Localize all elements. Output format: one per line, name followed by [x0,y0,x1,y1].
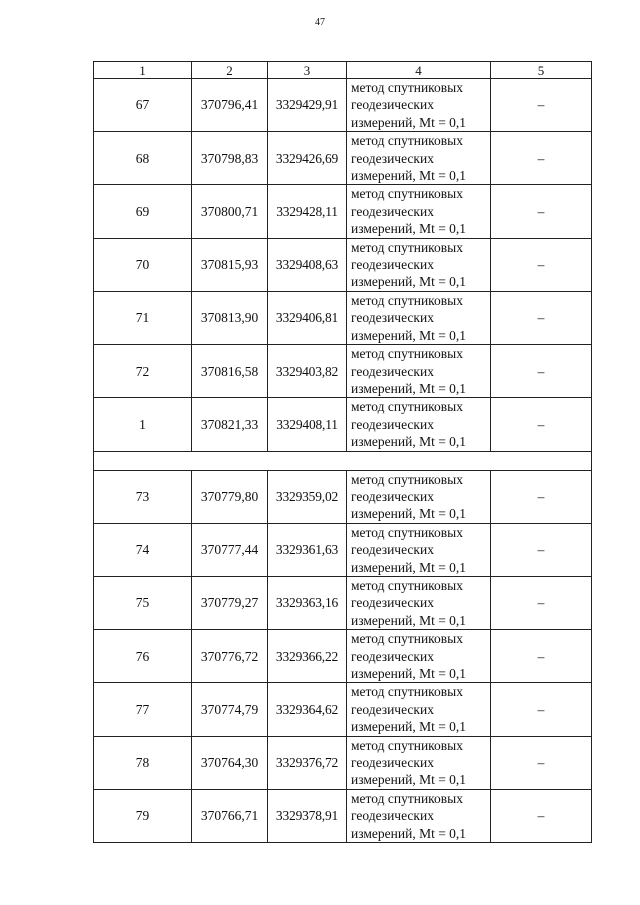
method-line-3: измерений, Mt = 0,1 [351,327,467,343]
note-cell: – [491,132,592,185]
table-row [94,630,592,683]
note-cell: – [491,238,592,291]
table-row [94,185,592,238]
method-line-2: геодезических [351,257,434,273]
method-line-3: измерений, Mt = 0,1 [351,506,467,522]
x-coordinate-cell: 370816,58 [192,345,268,398]
header-cell-5: 5 [491,62,592,79]
method-line-1: метод спутниковых [351,186,463,202]
method-line-3: измерений, Mt = 0,1 [351,274,467,290]
separator-cell [94,451,592,470]
method-cell [347,789,491,842]
note-cell: – [491,398,592,451]
y-coordinate-cell: 3329408,11 [268,398,347,451]
y-coordinate-cell: 3329428,11 [268,185,347,238]
method-line-3: измерений, Mt = 0,1 [351,772,467,788]
method-line-1: метод спутниковых [351,346,463,362]
point-number-cell: 76 [94,630,192,683]
y-coordinate-cell: 3329364,62 [268,683,347,736]
table-row [94,132,592,185]
method-cell [347,630,491,683]
method-cell [347,683,491,736]
point-number-cell: 75 [94,576,192,629]
x-coordinate-cell: 370774,79 [192,683,268,736]
method-line-1: метод спутниковых [351,577,463,593]
method-line-2: геодезических [351,310,434,326]
y-coordinate-cell: 3329363,16 [268,576,347,629]
method-cell [347,238,491,291]
method-line-1: метод спутниковых [351,631,463,647]
method-line-3: измерений, Mt = 0,1 [351,221,467,237]
x-coordinate-cell: 370766,71 [192,789,268,842]
method-line-3: измерений, Mt = 0,1 [351,666,467,681]
method-line-2: геодезических [351,416,434,432]
method-cell [347,523,491,576]
y-coordinate-cell: 3329361,63 [268,523,347,576]
method-line-1: метод спутниковых [351,684,463,700]
header-cell-2: 2 [192,62,268,79]
table-row [94,683,592,736]
note-cell: – [491,576,592,629]
note-cell: – [491,683,592,736]
method-cell [347,132,491,185]
method-line-2: геодезических [351,542,434,558]
note-cell: – [491,185,592,238]
header-cell-4: 4 [347,62,491,79]
method-line-2: геодезических [351,363,434,379]
table-row [94,238,592,291]
point-number-cell: 74 [94,523,192,576]
note-cell: – [491,523,592,576]
y-coordinate-cell: 3329376,72 [268,736,347,789]
method-cell [347,345,491,398]
note-cell: – [491,470,592,523]
point-number-cell: 73 [94,470,192,523]
note-cell: – [491,789,592,842]
point-number-cell: 79 [94,789,192,842]
method-cell [347,291,491,344]
method-line-2: геодезических [351,808,434,824]
method-line-3: измерений, Mt = 0,1 [351,114,467,130]
method-cell [347,470,491,523]
note-cell: – [491,291,592,344]
note-cell: – [491,345,592,398]
point-number-cell: 68 [94,132,192,185]
header-cell-3: 3 [268,62,347,79]
y-coordinate-cell: 3329378,91 [268,789,347,842]
point-number-cell: 1 [94,398,192,451]
point-number-cell: 77 [94,683,192,736]
method-line-1: метод спутниковых [351,399,463,415]
method-line-3: измерений, Mt = 0,1 [351,559,467,575]
x-coordinate-cell: 370779,80 [192,470,268,523]
x-coordinate-cell: 370776,72 [192,630,268,683]
x-coordinate-cell: 370779,27 [192,576,268,629]
note-cell: – [491,630,592,683]
point-number-cell: 78 [94,736,192,789]
table-row [94,470,592,523]
method-line-1: метод спутниковых [351,80,463,95]
method-cell [347,398,491,451]
x-coordinate-cell: 370777,44 [192,523,268,576]
method-line-3: измерений, Mt = 0,1 [351,612,467,628]
method-line-1: метод спутниковых [351,524,463,540]
method-cell [347,79,491,132]
point-number-cell: 67 [94,79,192,132]
y-coordinate-cell: 3329366,22 [268,630,347,683]
page-number: 47 [315,17,325,28]
method-line-3: измерений, Mt = 0,1 [351,380,467,396]
method-line-3: измерений, Mt = 0,1 [351,719,467,735]
y-coordinate-cell: 3329359,02 [268,470,347,523]
method-line-1: метод спутниковых [351,790,463,806]
method-line-2: геодезических [351,701,434,717]
method-line-1: метод спутниковых [351,239,463,255]
x-coordinate-cell: 370798,83 [192,132,268,185]
note-cell: – [491,736,592,789]
note-cell: – [491,79,592,132]
y-coordinate-cell: 3329408,63 [268,238,347,291]
method-line-1: метод спутниковых [351,471,463,487]
method-line-2: геодезических [351,648,434,664]
header-row [94,62,592,79]
coordinates-table [93,61,592,843]
method-line-2: геодезических [351,203,434,219]
separator-row [94,451,592,470]
header-cell-1: 1 [94,62,192,79]
table-row [94,79,592,132]
point-number-cell: 71 [94,291,192,344]
x-coordinate-cell: 370813,90 [192,291,268,344]
y-coordinate-cell: 3329406,81 [268,291,347,344]
method-line-1: метод спутниковых [351,133,463,149]
method-cell [347,185,491,238]
y-coordinate-cell: 3329426,69 [268,132,347,185]
table-row [94,789,592,842]
table-row [94,576,592,629]
method-line-2: геодезических [351,150,434,166]
method-cell [347,736,491,789]
x-coordinate-cell: 370800,71 [192,185,268,238]
table-row [94,736,592,789]
method-line-3: измерений, Mt = 0,1 [351,434,467,450]
method-cell [347,576,491,629]
x-coordinate-cell: 370821,33 [192,398,268,451]
x-coordinate-cell: 370796,41 [192,79,268,132]
method-line-3: измерений, Mt = 0,1 [351,825,467,841]
x-coordinate-cell: 370815,93 [192,238,268,291]
method-line-2: геодезических [351,755,434,771]
y-coordinate-cell: 3329403,82 [268,345,347,398]
table-row [94,291,592,344]
table-row [94,523,592,576]
x-coordinate-cell: 370764,30 [192,736,268,789]
method-line-2: геодезических [351,97,434,113]
point-number-cell: 72 [94,345,192,398]
y-coordinate-cell: 3329429,91 [268,79,347,132]
point-number-cell: 70 [94,238,192,291]
table-body [94,79,592,843]
method-line-1: метод спутниковых [351,292,463,308]
method-line-1: метод спутниковых [351,737,463,753]
table-row [94,398,592,451]
method-line-2: геодезических [351,488,434,504]
method-line-3: измерений, Mt = 0,1 [351,168,467,184]
method-line-2: геодезических [351,595,434,611]
table-row [94,345,592,398]
point-number-cell: 69 [94,185,192,238]
